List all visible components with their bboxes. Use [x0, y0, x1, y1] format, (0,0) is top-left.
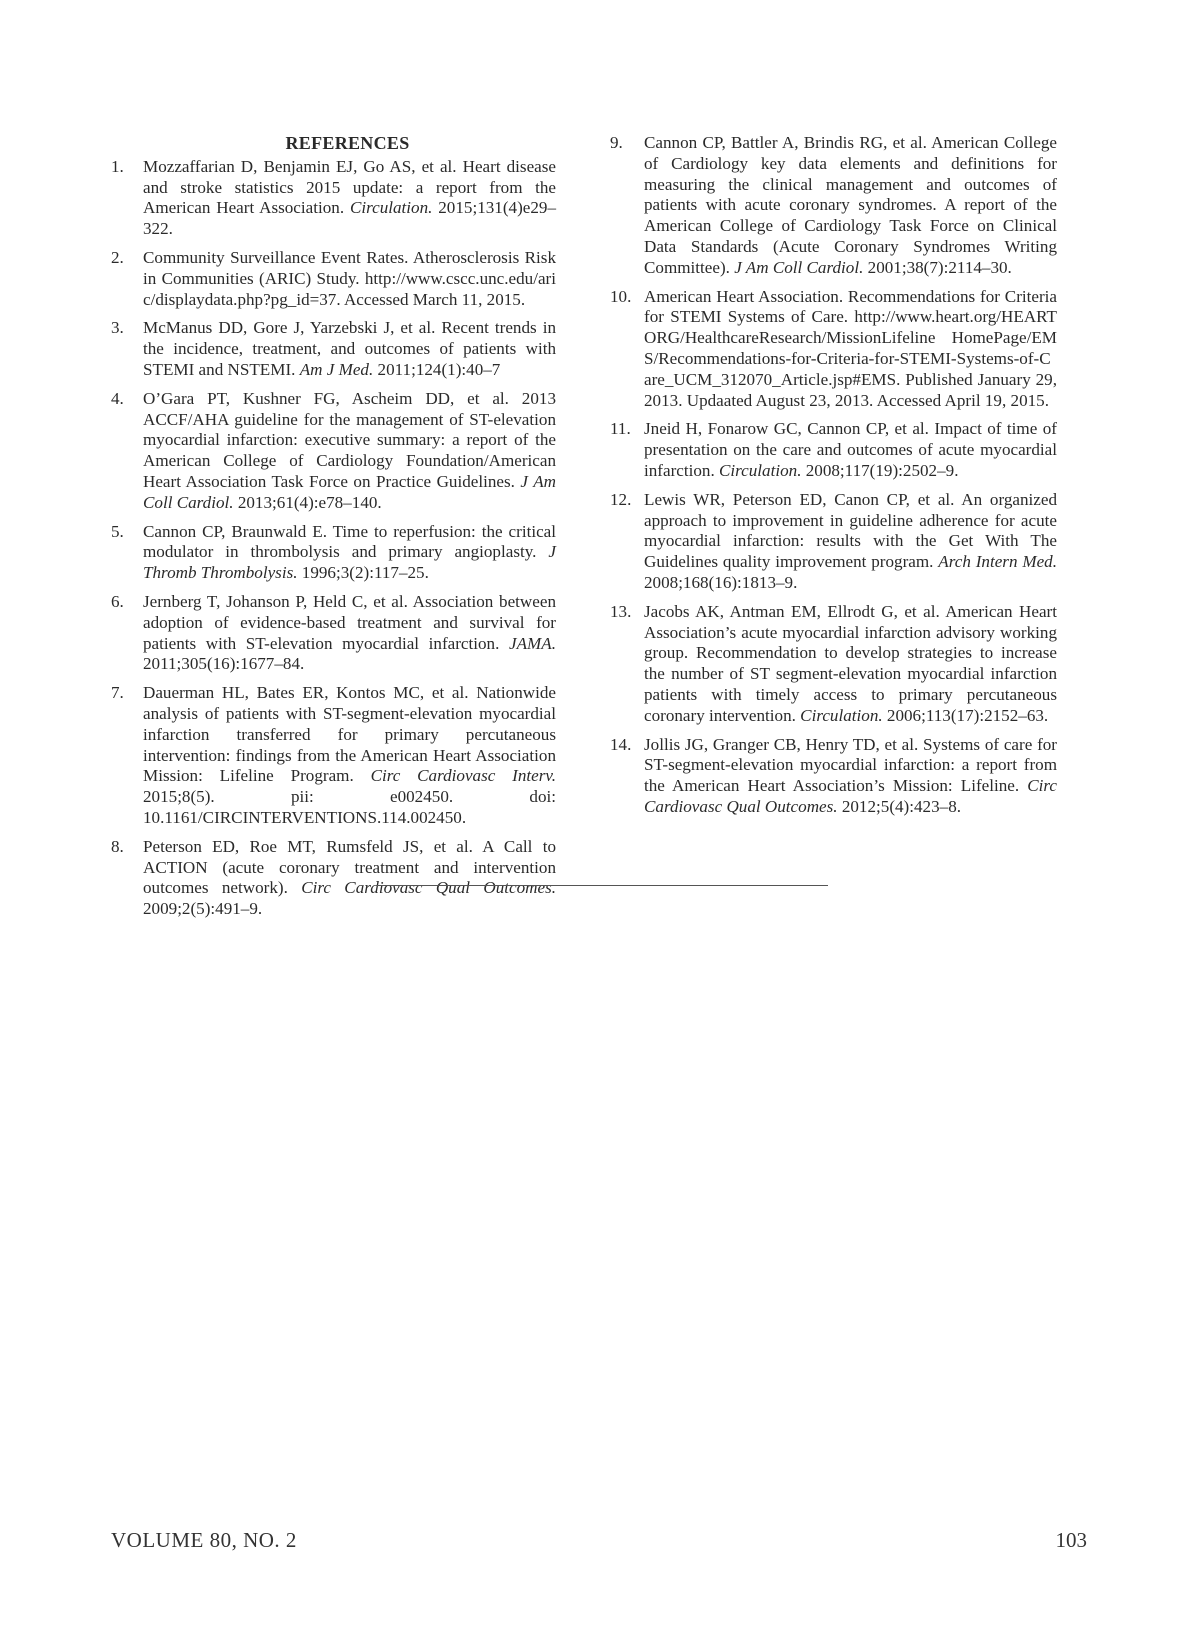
journal-name: Circulation.: [349, 198, 433, 218]
reference-number: 12.: [610, 489, 632, 509]
reference-text: Jacobs AK, Antman EM, Ellrodt G, et al. American Heart Association’s acute myocardial infarction advisory working group. Recommendation to develop strategies to increase the number of ST segment-elevation myocardial infarction patients with timely access to primary percutaneous coronary intervention. Circulation. 2006;113(17):2152–63.: [644, 601, 1057, 725]
journal-name: J Thromb Thrombolysis.: [143, 542, 556, 583]
reference-number: 2.: [111, 247, 124, 267]
reference-number: 11.: [610, 419, 631, 439]
reference-number: 7.: [111, 683, 124, 703]
reference-text: Lewis WR, Peterson ED, Canon CP, et al. An organized approach to improvement in guideline adherence for acute myocardial infarction: results with the Get With The Guidelines quality improvement program. Arch Intern Med. 2008;168(16):1813–9.: [644, 489, 1057, 592]
reference-number: 13.: [610, 601, 632, 621]
reference-text: American Heart Association. Recommendations for Criteria for STEMI Systems of Care. http://www.heart.org/HEARTORG/HealthcareResearch/MissionLifeline HomePage/EMS/Recommendations-for-Criteria-for-STEMI-Systems-of-Care_UCM_312070_Article.jsp#EMS. Published January 29, 2013. Updaated August 23, 2013. Accessed April 19, 2015.: [644, 286, 1057, 410]
reference-item-1: [111, 157, 556, 240]
references-column-left: [111, 133, 556, 928]
reference-item-10: [610, 286, 1057, 412]
reference-text: McManus DD, Gore J, Yarzebski J, et al. Recent trends in the incidence, treatment, and outcomes of patients with STEMI and NSTEMI. Am J Med. 2011;124(1):40–7: [143, 318, 556, 379]
reference-item-14: [610, 734, 1057, 818]
journal-name: Arch Intern Med.: [938, 552, 1057, 572]
section-divider: [377, 885, 828, 886]
journal-name: J Am Coll Cardiol.: [734, 257, 864, 277]
reference-number: 6.: [111, 591, 124, 611]
reference-text: Jollis JG, Granger CB, Henry TD, et al. Systems of care for ST-segment-elevation myocardial infarction: a report from the American Heart Association’s Mission: Lifeline. Circ Cardiovasc Qual Outcomes. 2012;5(4):423–8.: [644, 734, 1057, 816]
reference-item-6: [111, 592, 556, 675]
footer-volume: VOLUME 80, NO. 2: [111, 1528, 297, 1552]
reference-item-9: [610, 133, 1057, 279]
reference-item-12: [610, 489, 1057, 594]
reference-number: 4.: [111, 388, 124, 408]
references-column-right: [610, 133, 1057, 826]
reference-number: 10.: [610, 286, 632, 306]
footer-page-number: 103: [1055, 1528, 1087, 1552]
reference-item-3: [111, 318, 556, 380]
references-heading: REFERENCES: [285, 133, 410, 153]
reference-number: 8.: [111, 836, 124, 856]
journal-name: Circ Cardiovasc Interv.: [370, 766, 556, 786]
journal-name: JAMA.: [509, 633, 556, 653]
reference-text: Peterson ED, Roe MT, Rumsfeld JS, et al. A Call to ACTION (acute coronary treatment and intervention outcomes network). Circ Cardiovasc Qual Outcomes. 2009;2(5):491–9.: [143, 836, 557, 919]
reference-text: Cannon CP, Battler A, Brindis RG, et al. American College of Cardiology key data elements and definitions for measuring the clinical management and outcomes of patients with acute coronary syndromes. A report of the American College of Cardiology Task Force on Clinical Data Standards (Acute Coronary Syndromes Writing Committee). J Am Coll Cardiol. 2001;38(7):2114–30.: [644, 133, 1057, 277]
reference-item-2: [111, 248, 556, 310]
reference-number: 3.: [111, 318, 124, 338]
reference-item-7: [111, 683, 556, 829]
reference-item-5: [111, 522, 556, 584]
journal-name: Circ Cardiovasc Qual Outcomes.: [644, 776, 1057, 816]
journal-name: Am J Med.: [299, 359, 374, 379]
reference-number: 1.: [111, 156, 124, 176]
reference-text: Dauerman HL, Bates ER, Kontos MC, et al. Nationwide analysis of patients with ST-segment-elevation myocardial infarction transferred for primary percutaneous intervention: findings from the American Heart Association Mission: Lifeline Program. Circ Cardiovasc Interv. 2015;8(5). pii: e002450. doi: 10.1161/CIRCINTERVENTIONS.114.002450.: [143, 683, 556, 827]
journal-name: Circulation.: [719, 460, 802, 480]
reference-text: O’Gara PT, Kushner FG, Ascheim DD, et al. 2013 ACCF/AHA guideline for the management of ST-elevation myocardial infarction: executive summary: a report of the American College of Cardiology Foundation/American Heart Association Task Force on Practice Guidelines. J Am Coll Cardiol. 2013;61(4):e78–140.: [143, 388, 556, 512]
reference-item-13: [610, 601, 1057, 727]
reference-item-11: [610, 419, 1057, 481]
reference-number: 9.: [610, 133, 623, 152]
reference-text: Jernberg T, Johanson P, Held C, et al. Association between adoption of evidence-based treatment and survival for patients with ST-elevation myocardial infarction. JAMA. 2011;305(16):1677–84.: [143, 591, 556, 674]
journal-name: Circ Cardiovasc Qual Outcomes.: [301, 878, 557, 898]
journal-name: J Am Coll Cardiol.: [143, 471, 556, 512]
reference-text: Mozzaffarian D, Benjamin EJ, Go AS, et al. Heart disease and stroke statistics 2015 update: a report from the American Heart Association. Circulation. 2015;131(4)e29–322.: [143, 156, 556, 239]
reference-text: Jneid H, Fonarow GC, Cannon CP, et al. Impact of time of presentation on the care and outcomes of acute myocardial infarction. Circulation. 2008;117(19):2502–9.: [644, 419, 1057, 480]
journal-name: Circulation.: [800, 705, 883, 725]
reference-item-4: [111, 389, 556, 514]
reference-number: 5.: [111, 521, 124, 541]
reference-text: Community Surveillance Event Rates. Atherosclerosis Risk in Communities (ARIC) Study. http://www.cscc.unc.edu/aric/displaydata.php?pg_id=37. Accessed March 11, 2015.: [143, 247, 556, 309]
reference-text: Cannon CP, Braunwald E. Time to reperfusion: the critical modulator in thrombolysis and primary angioplasty. J Thromb Thrombolysis. 1996;3(2):117–25.: [143, 521, 556, 583]
reference-item-8: [111, 837, 556, 920]
reference-number: 14.: [610, 734, 632, 754]
